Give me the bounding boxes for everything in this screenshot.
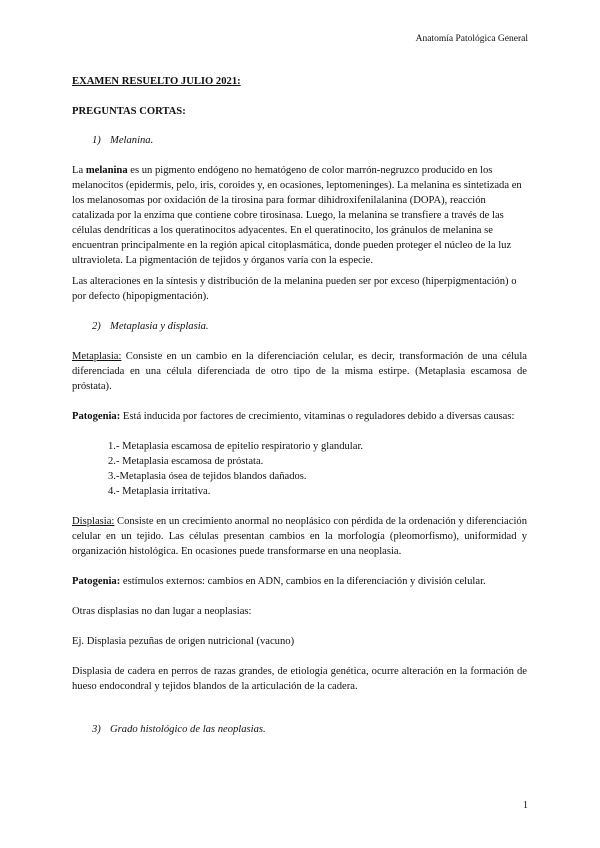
melanin-paragraph: La melanina es un pigmento endógeno no hematógeno de color marrón-negruzco producido en los melanocitos (epidermis, pelo, iris, coroides y, en ocasiones, leptomeninges). La melanina es sintetizada en los melanosomas por oxidación de la tirosina para formar dihidroxifenilalanina (DOPA), reacción catalizada por la enzima que contiene cobre tirosinasa. Luego, la melanina se transfiere a través de las células dendríticas a los queratinocitos adyacentes. En el queratinocito, los gránulos de melanina se encuentran principalmente en la región apical citoplasmática, donde pueden proteger el núcleo de la luz ultravioleta. La pigmentación de tejidos y órganos varía con la especie. [72, 165, 522, 266]
other-dysplasias-text: Otras displasias no dan lugar a neoplasias: [72, 606, 252, 617]
metaplasia-term: Metaplasia: [72, 351, 122, 362]
list-item: 1.- Metaplasia escamosa de epitelio respiratorio y glandular. [108, 441, 364, 452]
dysplasia-paragraph: Displasia: Consiste en un crecimiento anormal no neoplásico con pérdida de la ordenación y diferenciación celular en un tejido. Las células presentan cambios en la morfología (pleomorfismo), uniformidad y organización histológica. En ocasiones puede transformarse en una neoplasia. [72, 516, 527, 557]
question-title: Metaplasia y displasia. [110, 321, 209, 332]
question-title: Grado histológico de las neoplasias. [110, 724, 266, 735]
section-heading: PREGUNTAS CORTAS: [72, 106, 186, 117]
list-item: 4.- Metaplasia irritativa. [108, 486, 211, 497]
page-number: 1 [523, 800, 528, 811]
pathogenesis-term: Patogenia: [72, 411, 121, 422]
metaplasia-paragraph: Metaplasia: Consiste en un cambio en la diferenciación celular, es decir, transformación de una célula diferenciada en una célula diferenciada de otro tipo de la misma estirpe. (Metaplasia escamosa de próstata). [72, 351, 527, 392]
pathogenesis-term: Patogenia: [72, 576, 121, 587]
question-1-heading [92, 133, 527, 148]
question-3-heading [92, 722, 527, 737]
pathogenesis-paragraph: Patogenia: Está inducida por factores de crecimiento, vitaminas o reguladores debido a diversas causas: [72, 411, 515, 422]
question-number: 1) [92, 135, 101, 146]
document-body [72, 74, 527, 752]
running-header: Anatomía Patológica General [415, 34, 528, 44]
question-2-heading [92, 319, 527, 334]
hip-dysplasia-paragraph: Displasia de cadera en perros de razas grandes, de etiología genética, ocurre alteración en la formación de hueso endocondral y tejidos blandos de la articulación de la cadera. [72, 666, 527, 692]
melanin-alterations-paragraph: Las alteraciones en la síntesis y distribución de la melanina pueden ser por exceso (hiperpigmentación) o por defecto (hipopigmentación). [72, 276, 517, 302]
question-title: Melanina. [110, 135, 154, 146]
melanin-term: melanina [85, 165, 128, 176]
question-number: 3) [92, 724, 101, 735]
exam-title: EXAMEN RESUELTO JULIO 2021: [72, 76, 241, 87]
dysplasia-pathogenesis-paragraph: Patogenia: estímulos externos: cambios en ADN, cambios en la diferenciación y división celular. [72, 576, 486, 587]
list-item: 2.- Metaplasia escamosa de próstata. [108, 456, 264, 467]
list-item: 3.-Metaplasia ósea de tejidos blandos dañados. [108, 471, 307, 482]
example-text: Ej. Displasia pezuñas de origen nutricional (vacuno) [72, 636, 295, 647]
question-number: 2) [92, 321, 101, 332]
dysplasia-term: Displasia: [72, 516, 115, 527]
metaplasia-causes-list [108, 439, 527, 499]
